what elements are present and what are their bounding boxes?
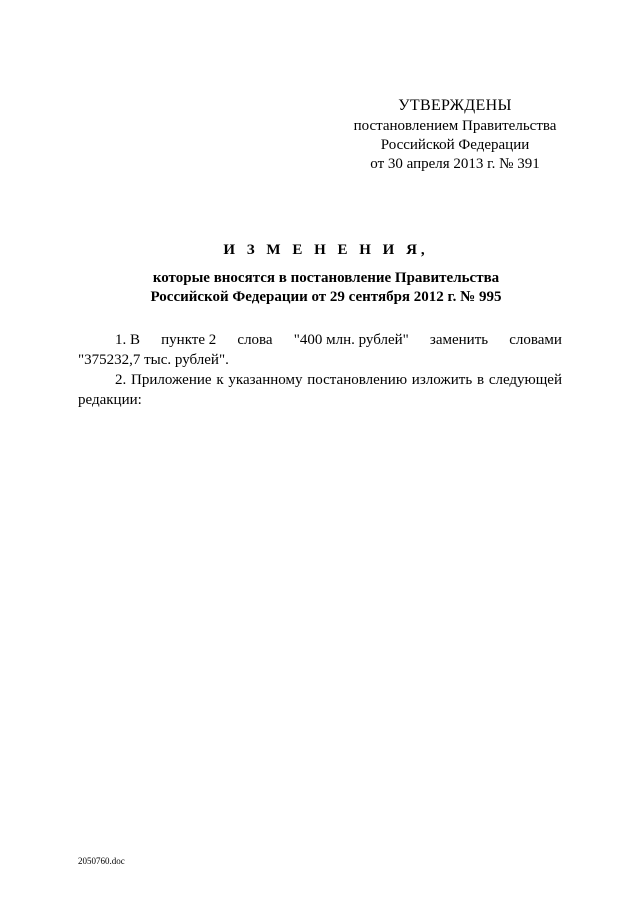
paragraph-1-word: заменить [429, 332, 489, 348]
paragraph-1-line-2: "375232,7 тыс. рублей". [78, 352, 229, 368]
document-body [78, 330, 562, 410]
approval-line-3: от 30 апреля 2013 г. № 391 [370, 156, 540, 172]
paragraph-1-line-1 [78, 330, 562, 350]
paragraph-2-line-1: 2. Приложение к указанному постановлению изложить в следующей [115, 372, 562, 388]
paragraph-1-word: пункте 2 [161, 332, 217, 348]
document-subtitle [0, 269, 640, 307]
subtitle-line-1: которые вносятся в постановление Правительства [152, 270, 500, 286]
subtitle-line-2: Российской Федерации от 29 сентября 2012 г. № 995 [150, 289, 502, 305]
approval-line-2: Российской Федерации [380, 137, 530, 153]
approval-heading: УТВЕРЖДЕНЫ [398, 97, 512, 114]
paragraph-2 [78, 370, 562, 410]
footer-filename: 2050760.doc [78, 856, 125, 866]
document-title: И З М Е Н Е Н И Я, [223, 242, 429, 258]
paragraph-2-line-2: редакции: [78, 392, 142, 408]
paragraph-1-word: "400 млн. рублей" [293, 332, 409, 348]
paragraph-1-word: слова [237, 332, 273, 348]
paragraph-1-word: словами [509, 332, 562, 348]
paragraph-1-word: 1. В [115, 332, 141, 348]
approval-block [340, 96, 570, 174]
paragraph-1 [78, 330, 562, 370]
approval-line-1: постановлением Правительства [353, 118, 557, 134]
